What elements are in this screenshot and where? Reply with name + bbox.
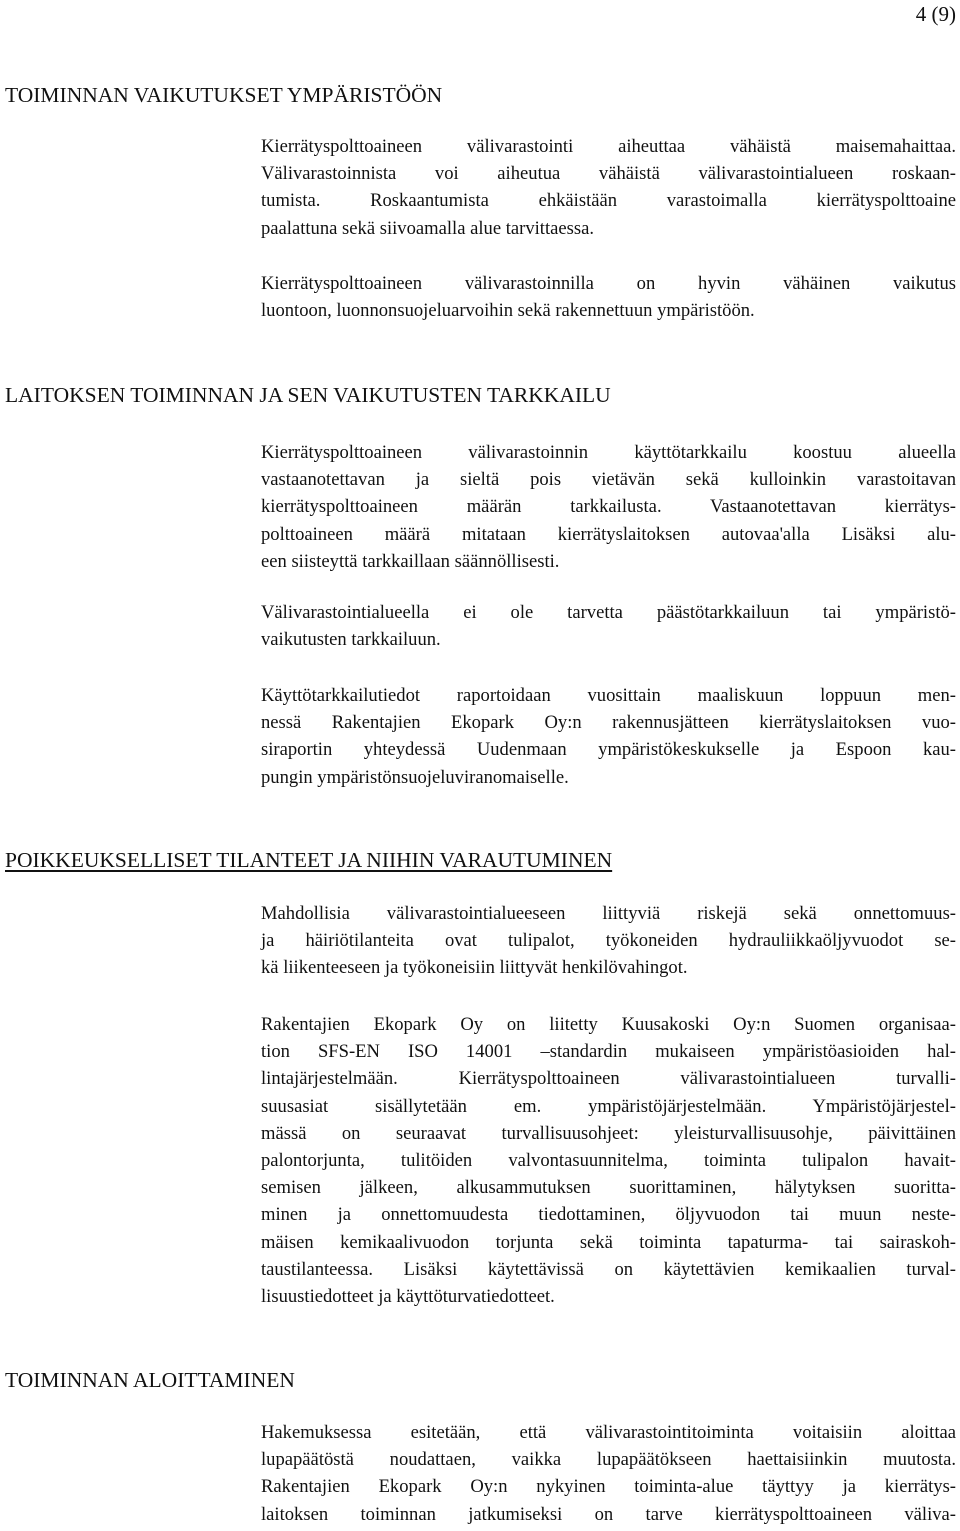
section-heading-environmental-effects: TOIMINNAN VAIKUTUKSET YMPÄRISTÖÖN (5, 83, 443, 107)
text-line: Kierrätyspolttoaineen välivarastoinnin käyttötarkkailu koostuu alueella (261, 442, 956, 463)
section-heading-start-of-operations: TOIMINNAN ALOITTAMINEN (5, 1368, 295, 1392)
text-line: suusasiat sisällytetään em. ympäristöjärjestelmään. Ympäristöjärjestel- (261, 1095, 956, 1117)
text-line: Mahdollisia välivarastointialueeseen liittyviä riskejä sekä onnettomuus- (261, 903, 956, 924)
text-line: Rakentajien Ekopark Oy on liitetty Kuusakoski Oy:n Suomen organisaa- (261, 1014, 956, 1035)
text-line: mässä on seuraavat turvallisuusohjeet: yleisturvallisuusohje, päivittäinen (261, 1122, 956, 1144)
paragraph (261, 439, 956, 575)
text-line: Rakentajien Ekopark Oy:n nykyinen toiminta-alue täyttyy ja kierrätys- (261, 1476, 956, 1498)
text-line: een siisteyttä tarkkaillaan säännöllisesti. (261, 550, 560, 572)
text-line: vastaanotettavan ja sieltä pois vietävän sekä kulloinkin varastoitavan (261, 469, 956, 491)
text-line: Kierrätyspolttoaineen välivarastointi aiheuttaa vähäistä maisemahaittaa. (261, 136, 956, 157)
paragraph (261, 270, 956, 324)
text-line: Välivarastoinnista voi aiheutua vähäistä välivarastointialueen roskaan- (261, 163, 956, 185)
text-line: minen ja onnettomuudesta tiedottaminen, öljyvuodon tai muun neste- (261, 1204, 956, 1226)
page-number: 4 (9) (915, 2, 956, 26)
text-line: mäisen kemikaalivuodon torjunta sekä toiminta tapaturma- tai sairaskoh- (261, 1231, 956, 1253)
text-line: tumista. Roskaantumista ehkäistään varastoimalla kierrätyspolttoaine (261, 190, 956, 212)
text-line: tion SFS-EN ISO 14001 –standardin mukaiseen ympäristöasioiden hal- (261, 1041, 956, 1063)
paragraph (261, 682, 956, 791)
text-line: Välivarastointialueella ei ole tarvetta päästötarkkailuun tai ympäristö- (261, 602, 956, 623)
text-line: pungin ympäristönsuojeluviranomaiselle. (261, 766, 569, 788)
section-heading-monitoring: LAITOKSEN TOIMINNAN JA SEN VAIKUTUSTEN TARKKAILU (5, 383, 611, 407)
text-line: siraportin yhteydessä Uudenmaan ympäristökeskukselle ja Espoon kau- (261, 739, 956, 761)
text-line: Käyttötarkkailutiedot raportoidaan vuosittain maaliskuun loppuun men- (261, 685, 956, 706)
text-line: kä liikenteeseen ja työkoneisiin liittyvät henkilövahingot. (261, 957, 688, 979)
text-line: nessä Rakentajien Ekopark Oy:n rakennusjätteen kierrätyslaitoksen vuo- (261, 712, 956, 734)
text-line: taustilanteessa. Lisäksi käytettävissä on käytettävien kemikaalien turval- (261, 1258, 956, 1280)
text-line: kierrätyspolttoaineen määrän tarkkailusta. Vastaanotettavan kierrätys- (261, 496, 956, 518)
paragraph (261, 1419, 956, 1528)
text-line: palontorjunta, tulitöiden valvontasuunnitelma, toiminta tulipalon havait- (261, 1150, 956, 1172)
text-line: laitoksen toiminnan jatkumiseksi on tarve kierrätyspolttoaineen väliva- (261, 1503, 956, 1525)
text-line: lupapäätöstä noudattaen, vaikka lupapäätökseen haettaisiinkin muutosta. (261, 1449, 956, 1471)
text-line: paalattuna sekä siivoamalla alue tarvittaessa. (261, 217, 594, 239)
section-heading-exceptional-situations: POIKKEUKSELLISET TILANTEET JA NIIHIN VARAUTUMINEN (5, 848, 613, 872)
text-line: Hakemuksessa esitetään, että välivarastointitoiminta voitaisiin aloittaa (261, 1422, 956, 1443)
text-line: lintajärjestelmään. Kierrätyspolttoaineen välivarastointialueen turvalli- (261, 1068, 956, 1090)
text-line: vaikutusten tarkkailuun. (261, 629, 441, 651)
paragraph (261, 599, 956, 653)
paragraph (261, 1011, 956, 1310)
text-line: Kierrätyspolttoaineen välivarastoinnilla on hyvin vähäinen vaikutus (261, 273, 956, 294)
text-line: lisuustiedotteet ja käyttöturvatiedotteet. (261, 1286, 555, 1308)
paragraph (261, 900, 956, 982)
text-line: ja häiriötilanteita ovat tulipalot, työkoneiden hydrauliikkaöljyvuodot se- (261, 930, 956, 952)
text-line: luontoon, luonnonsuojeluarvoihin sekä rakennettuun ympäristöön. (261, 300, 755, 322)
text-line: semisen jälkeen, alkusammutuksen suorittaminen, hälytyksen suoritta- (261, 1177, 956, 1199)
text-line: polttoaineen määrä mitataan kierrätyslaitoksen autovaa'alla Lisäksi alu- (261, 523, 956, 545)
paragraph (261, 133, 956, 242)
